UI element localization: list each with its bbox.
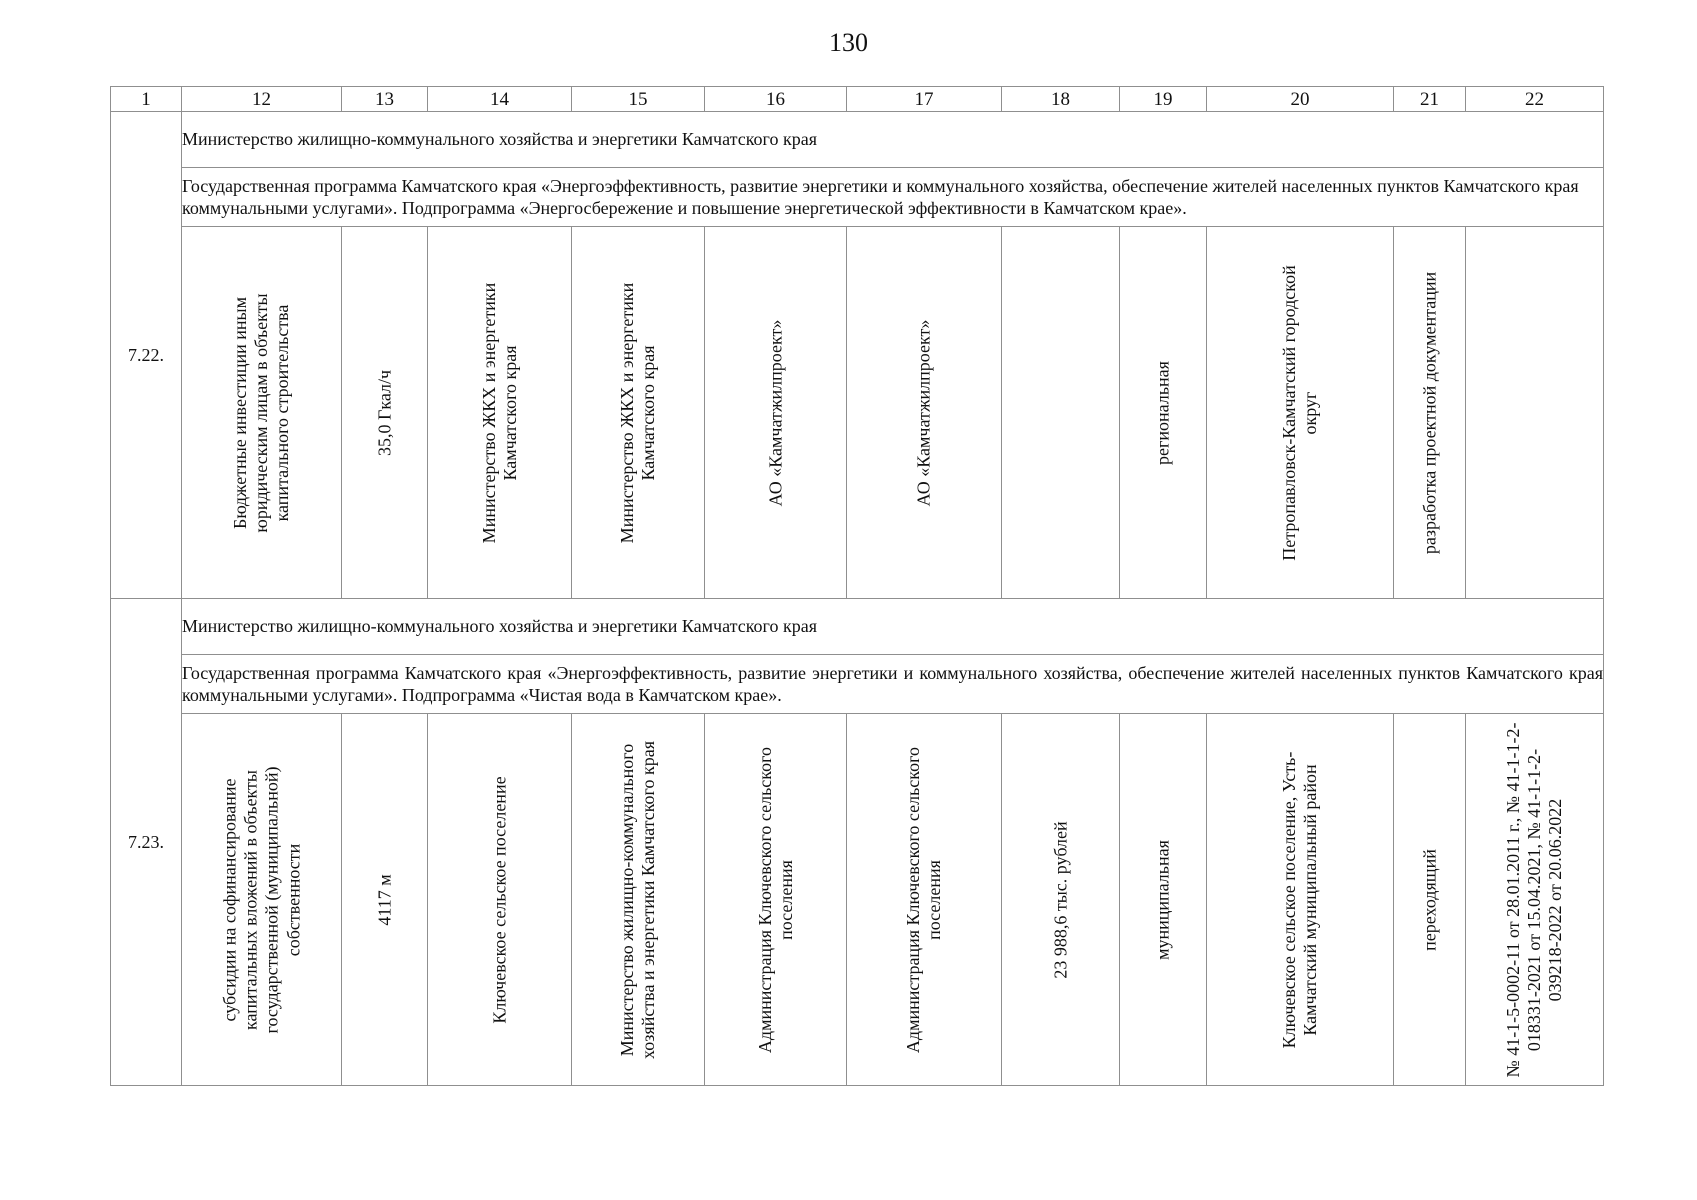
developer-text: АО «Камчатжилпроект»: [764, 319, 785, 506]
administrator-text: Министерство жилищно-коммунального хозяйства и энергетики Камчатского края: [616, 740, 658, 1059]
header-col-20: 20: [1207, 87, 1394, 112]
entry-7-23-detail-row: [111, 714, 1604, 1086]
stage-text: разработка проектной документации: [1418, 271, 1439, 554]
ownership-text: муниципальная: [1152, 839, 1173, 960]
entry-7-22-ministry-row: [111, 112, 1604, 168]
entry-7-22-detail-row: [111, 227, 1604, 599]
entry-7-23-ministry-row: [111, 599, 1604, 655]
developer-cell: [705, 714, 847, 1086]
location-cell: [1207, 714, 1394, 1086]
customer-text: Ключевское сельское поселение: [488, 775, 509, 1024]
register-table: [110, 86, 1604, 1086]
developer-cell: [705, 227, 847, 599]
cost-cell: [1002, 714, 1120, 1086]
developer-text: Администрация Ключевского сельского поселения: [754, 746, 796, 1053]
customer-cell: [428, 714, 572, 1086]
contractor-cell: [847, 227, 1002, 599]
funding-type-text: Бюджетные инвестиции иным юридическим лицам в объекты капитального строительства: [229, 292, 293, 533]
ownership-text: региональная: [1152, 360, 1173, 465]
entry-7-23-program-row: [111, 655, 1604, 714]
header-col-15: 15: [572, 87, 705, 112]
administrator-cell: [572, 227, 705, 599]
header-col-14: 14: [428, 87, 572, 112]
header-col-22: 22: [1466, 87, 1604, 112]
entry-7-22-program-row: [111, 168, 1604, 227]
capacity-cell: [342, 227, 428, 599]
customer-cell: [428, 227, 572, 599]
location-text: Петропавловск-Камчатский городской округ: [1278, 264, 1320, 561]
header-col-17: 17: [847, 87, 1002, 112]
cost-text: 23 988,6 тыс. рублей: [1049, 820, 1070, 979]
capacity-text: 4117 м: [373, 873, 394, 926]
column-number-header: [111, 87, 1604, 112]
header-col-16: 16: [705, 87, 847, 112]
capacity-text: 35,0 Гкал/ч: [373, 369, 394, 456]
header-col-21: 21: [1394, 87, 1466, 112]
program-name: Государственная программа Камчатского края «Энергоэффективность, развитие энергетики и коммунального хозяйства, обеспечение жителей населенных пунктов Камчатского края коммунальными услугами». Подпрограмма «Энергосбережение и повышение энергетической эффективности в Камчатском крае».: [182, 168, 1604, 227]
header-col-1: 1: [111, 87, 182, 112]
header-col-13: 13: [342, 87, 428, 112]
header-col-19: 19: [1120, 87, 1207, 112]
funding-type-cell: [182, 227, 342, 599]
funding-type-text: субсидии на софинансирование капитальных вложений в объекты государственной (муниципальной) собственности: [219, 766, 303, 1033]
permits-cell: [1466, 227, 1604, 599]
administrator-text: Министерство ЖКХ и энергетики Камчатского края: [616, 282, 658, 543]
ownership-cell: [1120, 227, 1207, 599]
funding-type-cell: [182, 714, 342, 1086]
entry-number: 7.22.: [111, 112, 182, 599]
page-number: 130: [829, 28, 868, 57]
stage-text: переходящий: [1418, 848, 1439, 951]
header-col-18: 18: [1002, 87, 1120, 112]
location-cell: [1207, 227, 1394, 599]
administrator-cell: [572, 714, 705, 1086]
location-text: Ключевское сельское поселение, Усть-Камчатский муниципальный район: [1278, 751, 1320, 1048]
contractor-text: Администрация Ключевского сельского поселения: [902, 746, 944, 1053]
customer-text: Министерство ЖКХ и энергетики Камчатского края: [478, 282, 520, 543]
program-name: Государственная программа Камчатского края «Энергоэффективность, развитие энергетики и коммунального хозяйства, обеспечение жителей населенных пунктов Камчатского края коммунальными услугами». Подпрограмма «Чистая вода в Камчатском крае».: [182, 655, 1604, 714]
capacity-cell: [342, 714, 428, 1086]
header-col-12: 12: [182, 87, 342, 112]
stage-cell: [1394, 714, 1466, 1086]
entry-number: 7.23.: [111, 599, 182, 1086]
permits-text: № 41-1-5-0002-11 от 28.01.2011 г., № 41-1-1-2-018331-2021 от 15.04.2021, № 41-1-1-2-039218-2022 от 20.06.2022: [1502, 722, 1566, 1077]
ministry-name: Министерство жилищно-коммунального хозяйства и энергетики Камчатского края: [182, 599, 1604, 655]
permits-cell: [1466, 714, 1604, 1086]
contractor-cell: [847, 714, 1002, 1086]
stage-cell: [1394, 227, 1466, 599]
ownership-cell: [1120, 714, 1207, 1086]
ministry-name: Министерство жилищно-коммунального хозяйства и энергетики Камчатского края: [182, 112, 1604, 168]
cost-cell: [1002, 227, 1120, 599]
contractor-text: АО «Камчатжилпроект»: [913, 319, 934, 506]
